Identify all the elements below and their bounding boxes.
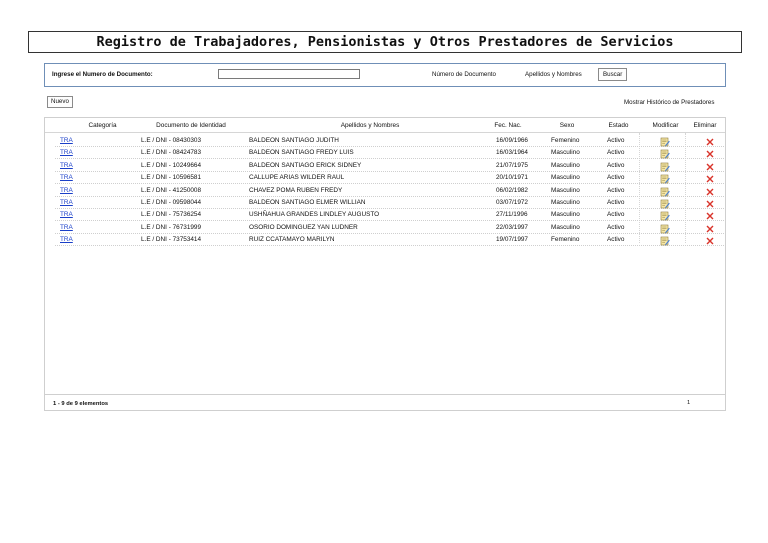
name-cell: OSORIO DOMINGUEZ YAN LUDNER	[249, 223, 358, 231]
sex-cell: Femenino	[551, 137, 580, 144]
status-cell: Activo	[607, 137, 625, 144]
document-cell: L.E / DNI - 10596581	[141, 174, 202, 182]
table-footer	[44, 394, 726, 411]
header-eliminar: Eliminar	[693, 122, 717, 129]
birthdate-cell: 21/07/1975	[496, 161, 528, 169]
name-cell: RUIZ CCATAMAYO MARILYN	[249, 236, 335, 244]
document-cell: L.E / DNI - 08430303	[141, 137, 202, 144]
delete-x-icon[interactable]	[705, 236, 715, 246]
new-button[interactable]: Nuevo	[47, 96, 73, 108]
document-number-label: Ingrese el Numero de Documento:	[52, 71, 153, 78]
table-row	[55, 234, 726, 246]
show-history-link[interactable]: Mostrar Histórico de Prestadores	[624, 99, 715, 106]
search-button[interactable]: Buscar	[598, 68, 627, 81]
radio-document-number[interactable]: Número de Documento	[432, 71, 496, 78]
header-documento[interactable]: Documento de Identidad	[156, 122, 226, 129]
status-cell: Activo	[607, 174, 625, 182]
edit-note-icon[interactable]	[660, 211, 670, 221]
edit-note-icon[interactable]	[660, 137, 670, 147]
category-link[interactable]: TRA	[60, 211, 73, 219]
delete-x-icon[interactable]	[705, 224, 715, 234]
delete-x-icon[interactable]	[705, 187, 715, 197]
sex-cell: Masculino	[551, 149, 580, 157]
birthdate-cell: 27/11/1996	[496, 211, 528, 219]
header-fecha[interactable]: Fec. Nac.	[494, 122, 522, 129]
birthdate-cell: 20/10/1971	[496, 174, 528, 182]
edit-note-icon[interactable]	[660, 149, 670, 159]
status-cell: Activo	[607, 149, 625, 157]
name-cell: BALDEON SANTIAGO ERICK SIDNEY	[249, 161, 362, 169]
status-cell: Activo	[607, 161, 625, 169]
pager-page-number[interactable]: 1	[687, 400, 691, 406]
category-link[interactable]: TRA	[60, 137, 73, 144]
category-link[interactable]: TRA	[60, 174, 73, 182]
workers-table	[44, 117, 726, 394]
birthdate-cell: 03/07/1972	[496, 199, 528, 206]
edit-note-icon[interactable]	[660, 174, 670, 184]
sex-cell: Masculino	[551, 211, 580, 219]
radio-names[interactable]: Apellidos y Nombres	[525, 71, 582, 78]
delete-x-icon[interactable]	[705, 149, 715, 159]
birthdate-cell: 16/09/1966	[496, 137, 528, 144]
status-cell: Activo	[607, 211, 625, 219]
document-cell: L.E / DNI - 41250008	[141, 186, 202, 194]
document-cell: L.E / DNI - 10249664	[141, 161, 202, 169]
category-link[interactable]: TRA	[60, 223, 73, 231]
delete-x-icon[interactable]	[705, 174, 715, 184]
category-link[interactable]: TRA	[60, 149, 73, 157]
birthdate-cell: 16/03/1964	[496, 149, 528, 157]
table-row	[55, 209, 726, 221]
document-cell: L.E / DNI - 76731999	[141, 223, 202, 231]
sex-cell: Masculino	[551, 186, 580, 194]
category-link[interactable]: TRA	[60, 161, 73, 169]
sex-cell: Masculino	[551, 223, 580, 231]
name-cell: BALDEON SANTIAGO ELMER WILLIAN	[249, 199, 366, 206]
table-header	[45, 118, 725, 133]
header-estado[interactable]: Estado	[608, 122, 629, 129]
header-nombres[interactable]: Apellidos y Nombres	[340, 122, 400, 129]
header-categoria[interactable]: Categoría	[88, 122, 117, 129]
document-cell: L.E / DNI - 08424783	[141, 149, 202, 157]
table-row	[55, 172, 726, 184]
sex-cell: Masculino	[551, 161, 580, 169]
name-cell: CHAVEZ POMA RUBEN FREDY	[249, 186, 343, 194]
pager-count: 1 - 9 de 9 elementos	[53, 401, 109, 407]
birthdate-cell: 22/03/1997	[496, 223, 528, 231]
category-link[interactable]: TRA	[60, 186, 73, 194]
sex-cell: Femenino	[551, 236, 580, 244]
edit-note-icon[interactable]	[660, 162, 670, 172]
status-cell: Activo	[607, 223, 625, 231]
category-link[interactable]: TRA	[60, 236, 73, 244]
table-row	[55, 147, 726, 159]
table-row	[55, 222, 726, 234]
edit-note-icon[interactable]	[660, 199, 670, 209]
search-panel	[44, 63, 726, 87]
table-row	[55, 197, 726, 209]
birthdate-cell: 19/07/1997	[496, 236, 528, 244]
status-cell: Activo	[607, 186, 625, 194]
birthdate-cell: 06/02/1982	[496, 186, 528, 194]
document-cell: L.E / DNI - 09598044	[141, 199, 202, 206]
delete-x-icon[interactable]	[705, 162, 715, 172]
name-cell: BALDEON SANTIAGO JUDITH	[249, 137, 339, 144]
header-modificar: Modificar	[652, 122, 679, 129]
name-cell: USHÑAHUA GRANDES LINDLEY AUGUSTO	[249, 211, 380, 219]
table-row	[55, 135, 726, 147]
edit-note-icon[interactable]	[660, 236, 670, 246]
sex-cell: Masculino	[551, 199, 580, 206]
name-cell: BALDEON SANTIAGO FREDY LUIS	[249, 149, 354, 157]
document-cell: L.E / DNI - 73753414	[141, 236, 202, 244]
status-cell: Activo	[607, 199, 625, 206]
document-number-input[interactable]	[218, 69, 360, 79]
document-cell: L.E / DNI - 75736254	[141, 211, 202, 219]
sex-cell: Masculino	[551, 174, 580, 182]
delete-x-icon[interactable]	[705, 137, 715, 147]
table-row	[55, 160, 726, 172]
table-row	[55, 185, 726, 197]
name-cell: CALLUPE ARIAS WILDER RAUL	[249, 174, 345, 182]
page-title: Registro de Trabajadores, Pensionistas y Otros Prestadores de Servicios	[28, 31, 742, 53]
status-cell: Activo	[607, 236, 625, 244]
delete-x-icon[interactable]	[705, 211, 715, 221]
delete-x-icon[interactable]	[705, 199, 715, 209]
edit-note-icon[interactable]	[660, 224, 670, 234]
edit-note-icon[interactable]	[660, 187, 670, 197]
header-sexo[interactable]: Sexo	[559, 122, 575, 129]
category-link[interactable]: TRA	[60, 199, 73, 206]
